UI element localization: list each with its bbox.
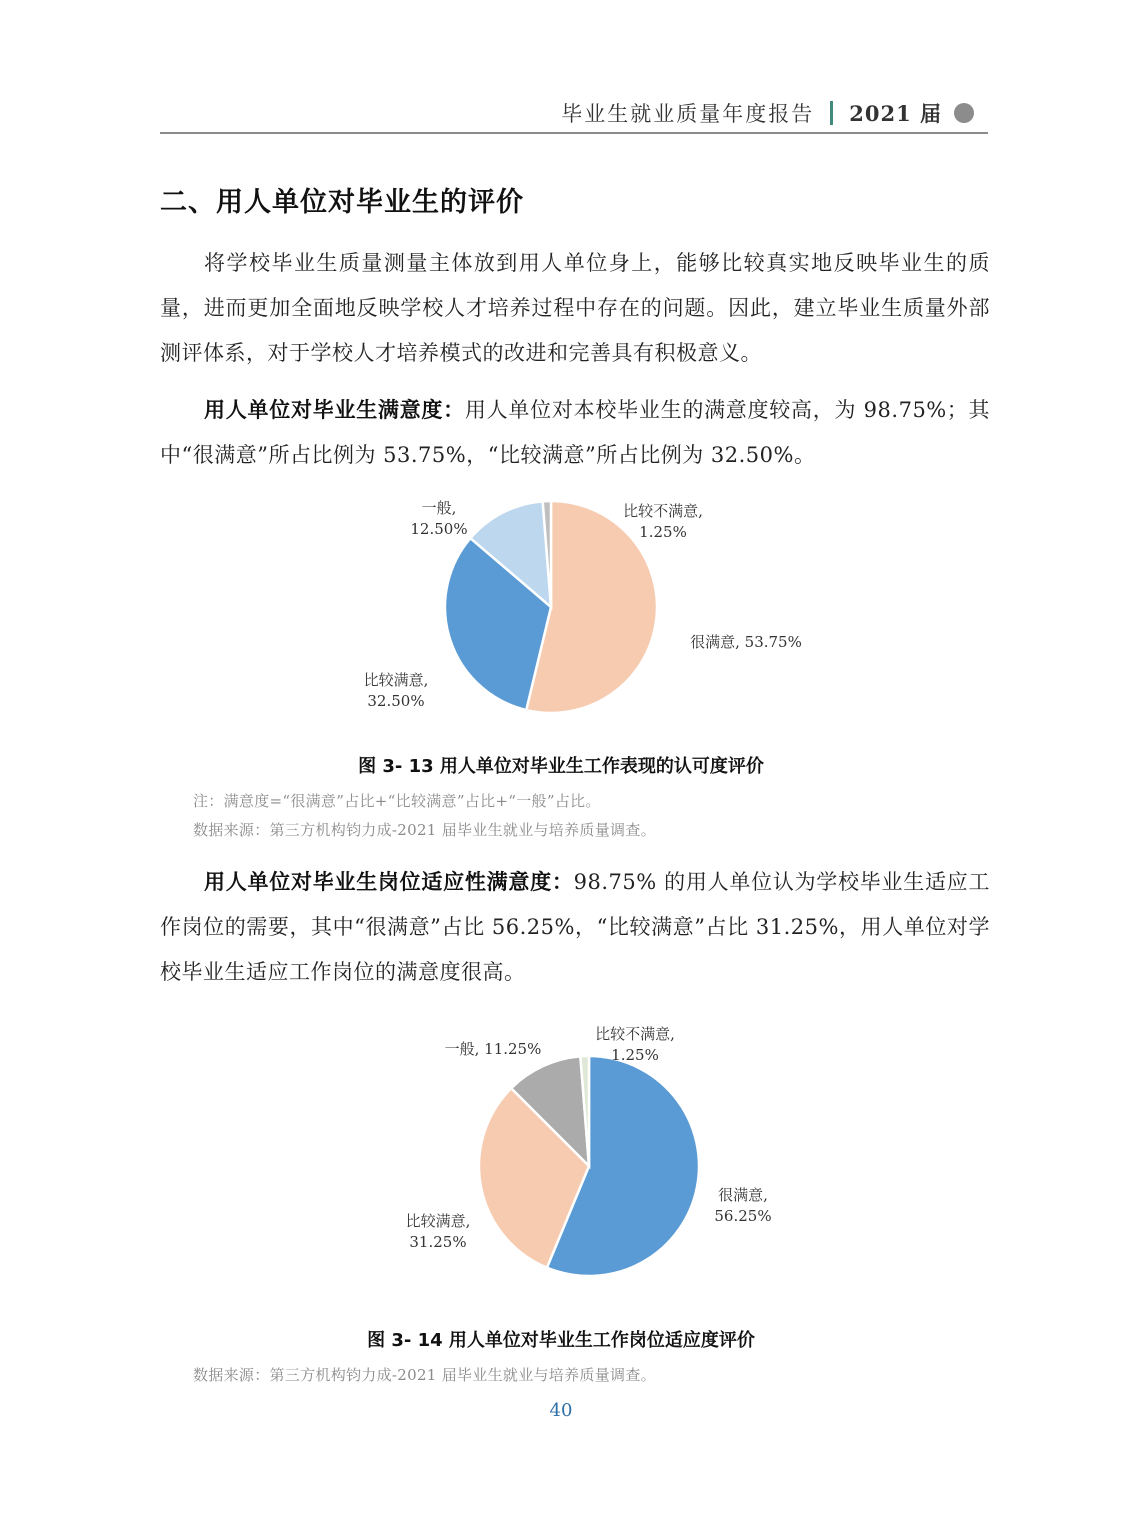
adaptability-heading: 用人单位对毕业生岗位适应性满意度： — [204, 870, 574, 894]
header-dot-icon — [954, 103, 974, 123]
figure-1-note: 注：满意度=“很满意”占比+“比较满意”占比+“一般”占比。 — [193, 792, 601, 810]
figure-2 — [0, 1015, 1122, 1295]
pie-label-1: 很满意, 53.75% — [690, 633, 802, 651]
page-number: 40 — [549, 1400, 573, 1421]
figure-1-caption: 图 3- 13 用人单位对毕业生工作表现的认可度评价 — [358, 756, 764, 777]
adaptability-paragraph — [160, 860, 990, 995]
intro-paragraph: 将学校毕业生质量测量主体放到用人单位身上，能够比较真实地反映毕业生的质量，进而更加全面地反映学校人才培养过程中存在的问题。因此，建立毕业生质量外部测评体系，对于学校人才培养模式的改进和完善具有积极意义。 — [160, 251, 990, 365]
report-title: 毕业生就业质量年度报告 — [561, 102, 815, 126]
figure-1 — [0, 490, 1122, 730]
pie-label-1: 很满意, 56.25% — [714, 1186, 772, 1225]
header-separator — [830, 101, 833, 125]
figure-2-source: 数据来源：第三方机构钧力成-2021 届毕业生就业与培养质量调查。 — [193, 1366, 656, 1384]
satisfaction-heading: 用人单位对毕业生满意度： — [204, 398, 465, 422]
pie-label-3: 一般, 12.50% — [410, 499, 468, 538]
satisfaction-text: 用人单位对本校毕业生的满意度较高，为 98.75%；其中“很满意”所占比例为 53.75%，“比较满意”所占比例为 32.50%。 — [160, 398, 990, 467]
pie-label-3: 一般, 11.25% — [444, 1040, 542, 1058]
year-label: 2021 届 — [849, 101, 942, 126]
section-title: 二、用人单位对毕业生的评价 — [160, 187, 524, 218]
pie-label-4: 比较不满意, 1.25% — [595, 1025, 675, 1064]
pie-label-2: 比较满意, 31.25% — [405, 1212, 471, 1251]
figure-2-caption: 图 3- 14 用人单位对毕业生工作岗位适应度评价 — [367, 1330, 755, 1351]
adaptability-text: 98.75% 的用人单位认为学校毕业生适应工作岗位的需要，其中“很满意”占比 56.25%，“比较满意”占比 31.25%，用人单位对学校毕业生适应工作岗位的满意度很高。 — [160, 870, 991, 984]
pie-chart-2 — [0, 1015, 1122, 1295]
figure-1-source: 数据来源：第三方机构钧力成-2021 届毕业生就业与培养质量调查。 — [193, 821, 656, 839]
header-right — [561, 98, 974, 128]
page-header — [160, 92, 988, 134]
satisfaction-paragraph — [160, 388, 990, 478]
pie-chart-1 — [0, 490, 1122, 730]
pie-label-4: 比较不满意, 1.25% — [623, 502, 703, 541]
pie-label-2: 比较满意, 32.50% — [363, 671, 429, 710]
